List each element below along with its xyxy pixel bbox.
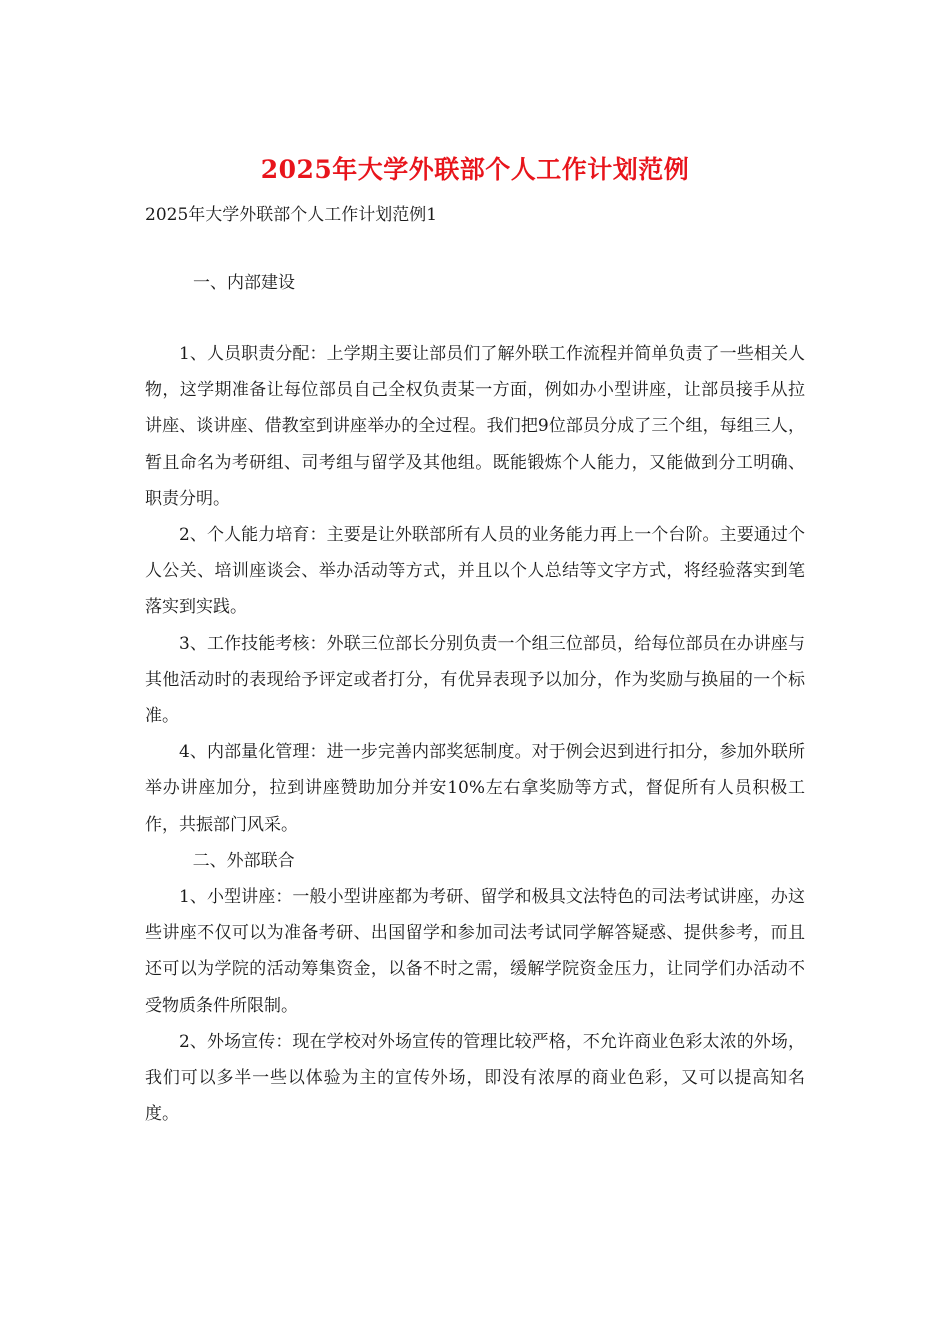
paragraph: 1、人员职责分配：上学期主要让部员们了解外联工作流程并简单负责了一些相关人物，这学期准备让每位部员自己全权负责某一方面，例如办小型讲座，让部员接手从拉讲座、谈讲座、借教室到讲座举办的全过程。我们把9位部员分成了三个组，每组三人，暂且命名为考研组、司考组与留学及其他组。既能锻炼个人能力，又能做到分工明确、职责分明。 (145, 344, 805, 509)
paragraph: 3、工作技能考核：外联三位部长分别负责一个组三位部员，给每位部员在办讲座与其他活动时的表现给予评定或者打分，有优异表现予以加分，作为奖励与换届的一个标准。 (145, 633, 805, 727)
paragraph: 2、个人能力培育：主要是让外联部所有人员的业务能力再上一个台阶。主要通过个人公关、培训座谈会、举办活动等方式，并且以个人总结等文字方式，将经验落实到笔落实到实践。 (145, 525, 805, 618)
paragraph: 4、内部量化管理：进一步完善内部奖惩制度。对于例会迟到进行扣分，参加外联所举办讲座加分，拉到讲座赞助加分并安10%左右拿奖励等方式，督促所有人员积极工作，共振部门风采。 (145, 742, 805, 835)
document-subtitle: 2025年大学外联部个人工作计划范例1 (145, 205, 438, 225)
document-title: 2025年大学外联部个人工作计划范例 (260, 155, 690, 184)
paragraph: 2、外场宣传：现在学校对外场宣传的管理比较严格，不允许商业色彩太浓的外场，我们可以多半一些以体验为主的宣传外场，即没有浓厚的商业色彩，又可以提高知名度。 (145, 1031, 805, 1125)
paragraph: 1、小型讲座：一般小型讲座都为考研、留学和极具文法特色的司法考试讲座，办这些讲座不仅可以为准备考研、出国留学和参加司法考试同学解答疑惑、提供参考，而且还可以为学院的活动筹集资金，以备不时之需，缓解学院资金压力，让同学们办活动不受物质条件所限制。 (145, 887, 805, 1016)
document-body (145, 336, 805, 1132)
section-heading-internal: 一、内部建设 (193, 273, 295, 293)
section-heading-external: 二、外部联合 (192, 850, 295, 871)
